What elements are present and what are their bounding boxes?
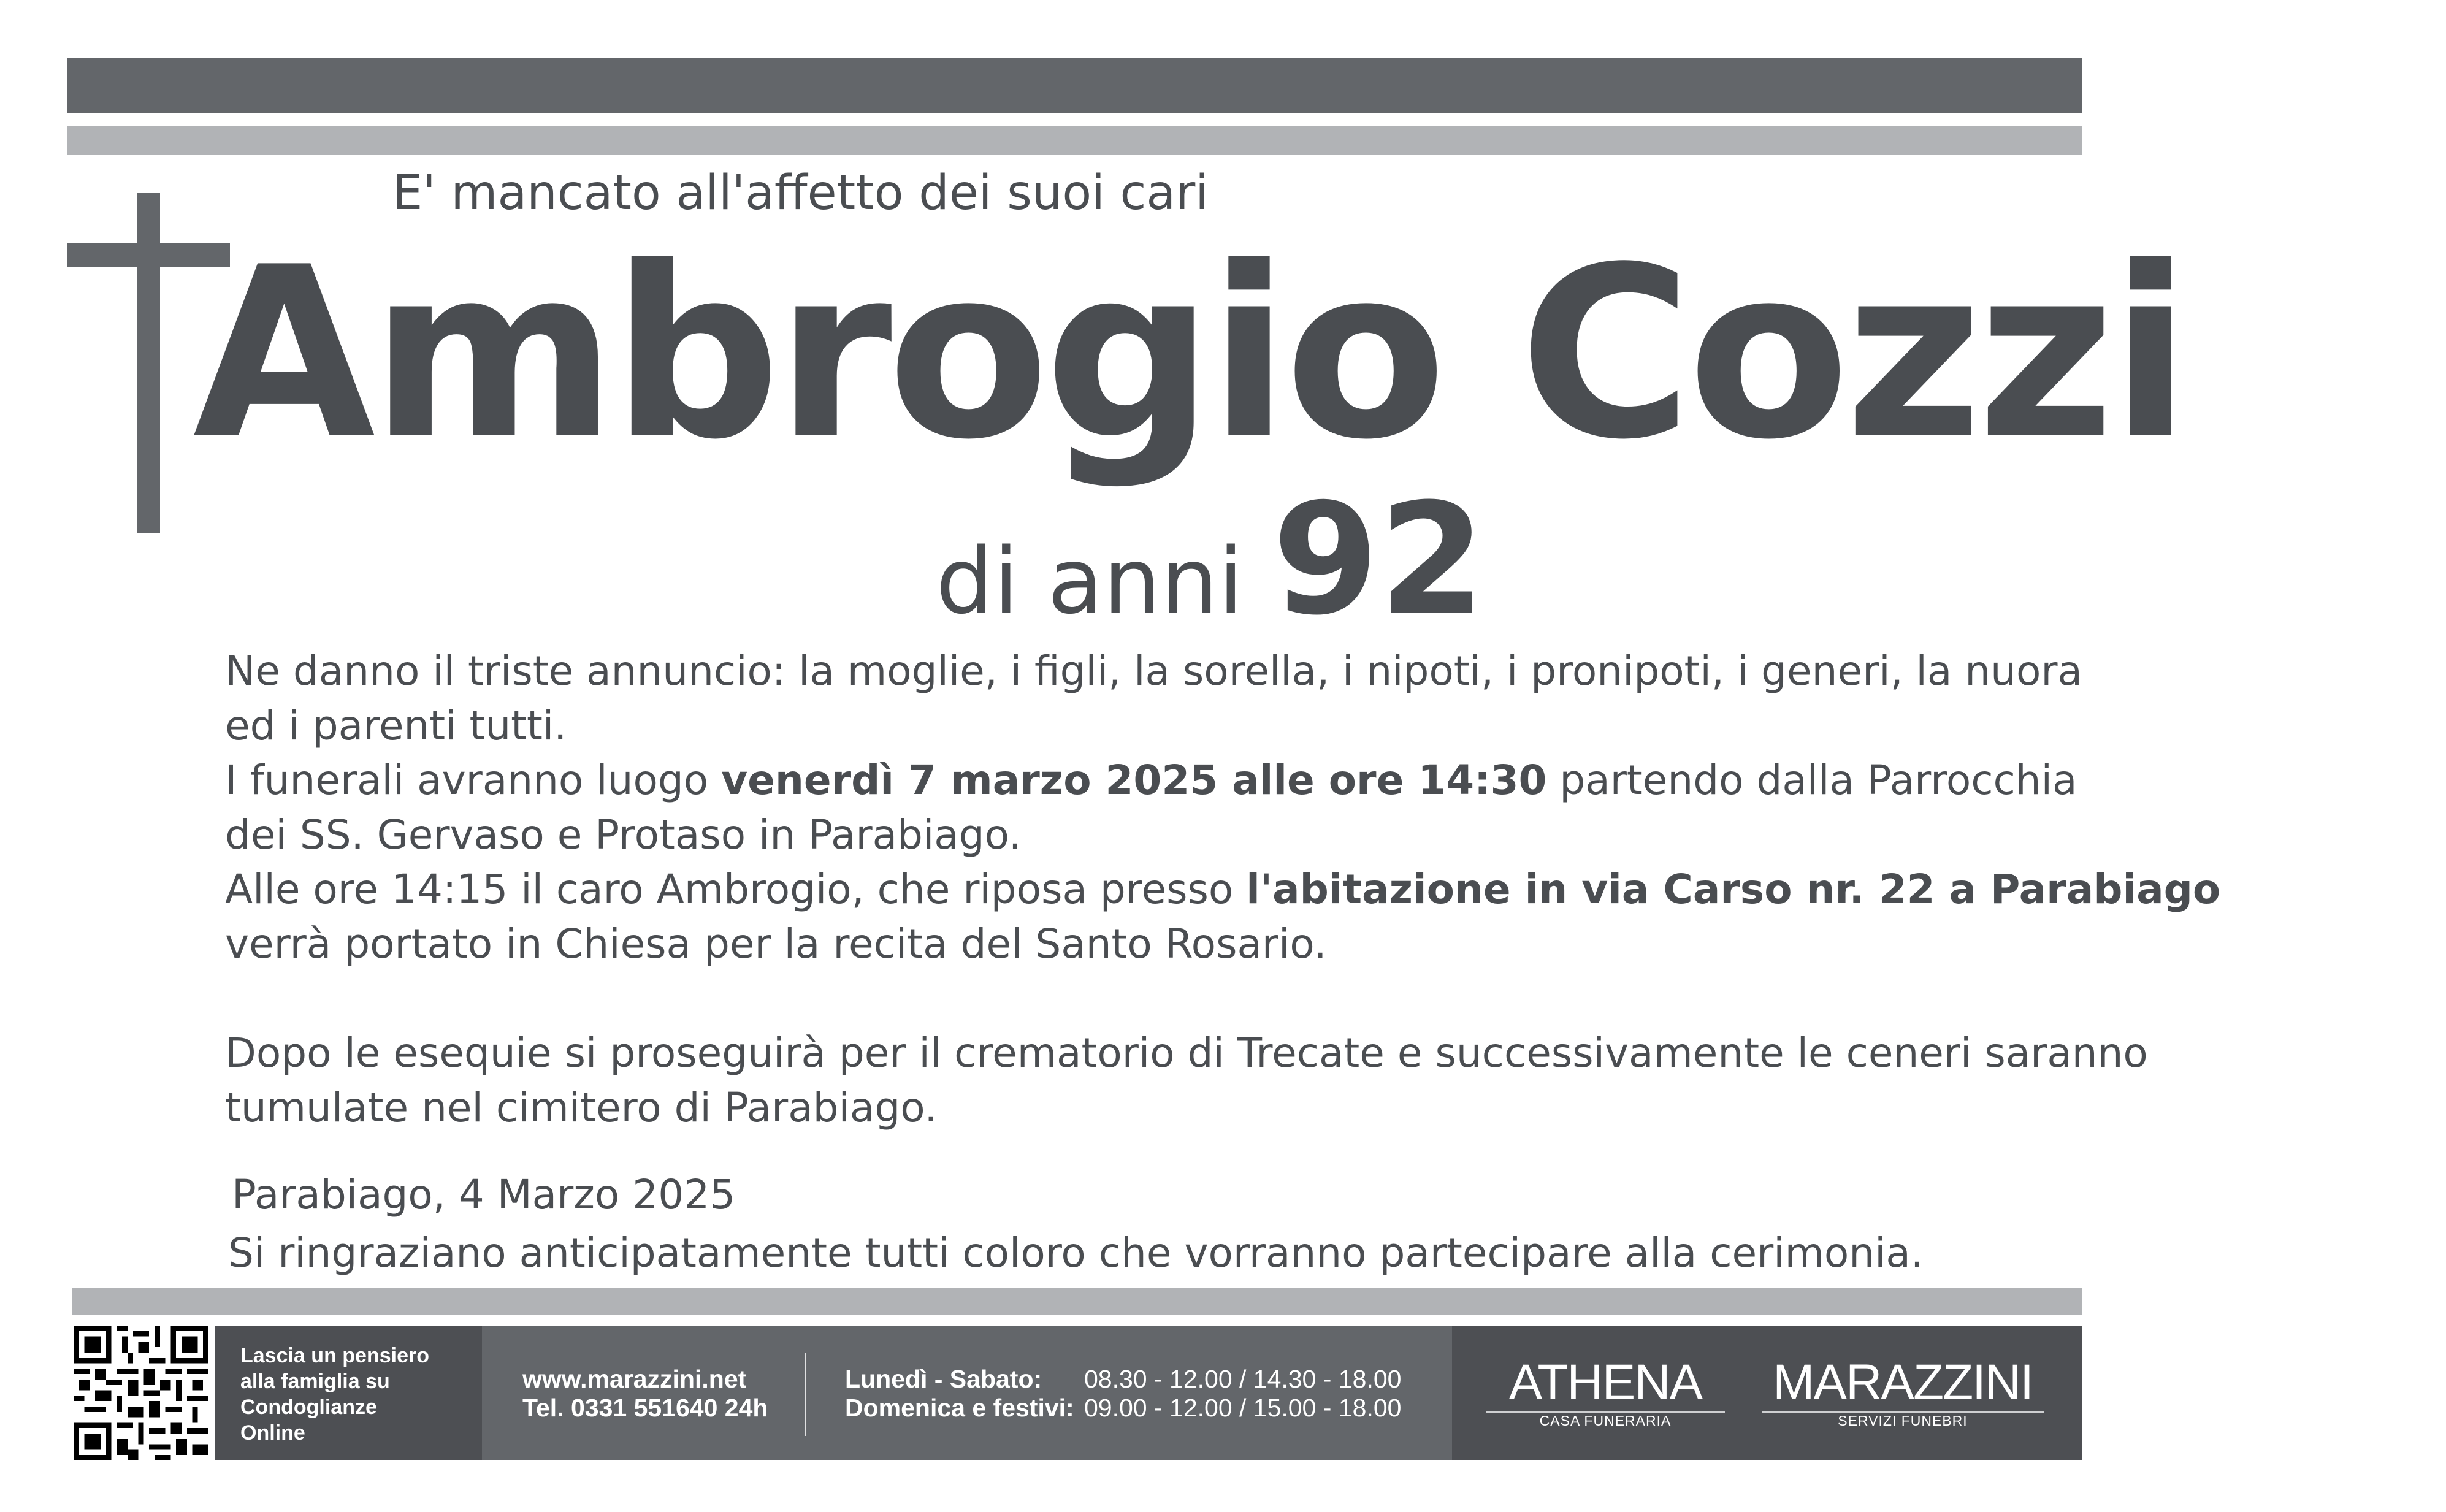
contact-info	[482, 1326, 1452, 1460]
body-line: Dopo le esequie si proseguirà per il crematorio di Trecate e successivamente le ceneri saranno	[225, 1029, 2148, 1077]
home-address: l'abitazione in via Carso nr. 22 a Parabiago	[1246, 866, 2221, 913]
age-line	[0, 470, 2446, 649]
marazzini-logo: MARAZZINI SERVIZI FUNEBRI	[1762, 1357, 2044, 1429]
athena-logo: ATHENA CASA FUNERARIA	[1486, 1357, 1725, 1429]
qr-code-icon[interactable]	[72, 1326, 215, 1460]
bottom-light-band	[72, 1288, 2082, 1315]
top-light-band	[67, 126, 2082, 155]
body-line: Ne danno il triste annuncio: la moglie, i figli, la sorella, i nipoti, i pronipoti, i generi, la nuora	[225, 647, 2082, 695]
age-prefix: di anni	[936, 529, 1244, 634]
top-dark-band	[67, 58, 2082, 113]
thanks-text: Si ringraziano anticipatamente tutti coloro che vorranno partecipare alla cerimonia.	[228, 1229, 1924, 1277]
body-line: verrà portato in Chiesa per la recita del Santo Rosario.	[225, 920, 1327, 968]
intro-text: E' mancato all'affetto dei suoi cari	[392, 166, 1209, 221]
age-value: 92	[1272, 470, 1486, 649]
funeral-datetime: venerdì 7 marzo 2025 alle ore 14:30	[721, 757, 1547, 804]
opening-hours: Lunedì - Sabato: Domenica e festivi: 08.30 - 12.00 / 14.30 - 18.00 09.00 - 12.00 / 15.00 - 18.00	[845, 1365, 1402, 1422]
deceased-name: Ambrogio Cozzi	[193, 216, 2186, 491]
divider	[805, 1353, 806, 1436]
condolences-note: Lascia un pensiero alla famiglia su Condoglianze Online	[215, 1326, 482, 1460]
body-line: ed i parenti tutti.	[225, 702, 567, 749]
place-date: Parabiago, 4 Marzo 2025	[232, 1171, 736, 1218]
brand-logos	[1452, 1326, 2082, 1460]
body-line: dei SS. Gervaso e Protaso in Parabiago.	[225, 811, 1022, 858]
body-line: I funerali avranno luogo venerdì 7 marzo 2025 alle ore 14:30 partendo dalla Parrocchia	[225, 757, 2077, 804]
announcement-body	[225, 644, 2221, 1135]
footer	[72, 1326, 2082, 1460]
website-link[interactable]: www.marazzini.net	[522, 1365, 747, 1393]
body-line: tumulate nel cimitero di Parabiago.	[225, 1084, 938, 1131]
phone-number[interactable]: Tel. 0331 551640 24h	[522, 1394, 768, 1422]
body-line: Alle ore 14:15 il caro Ambrogio, che riposa presso l'abitazione in via Carso nr. 22 a Parabiago	[225, 866, 2221, 913]
